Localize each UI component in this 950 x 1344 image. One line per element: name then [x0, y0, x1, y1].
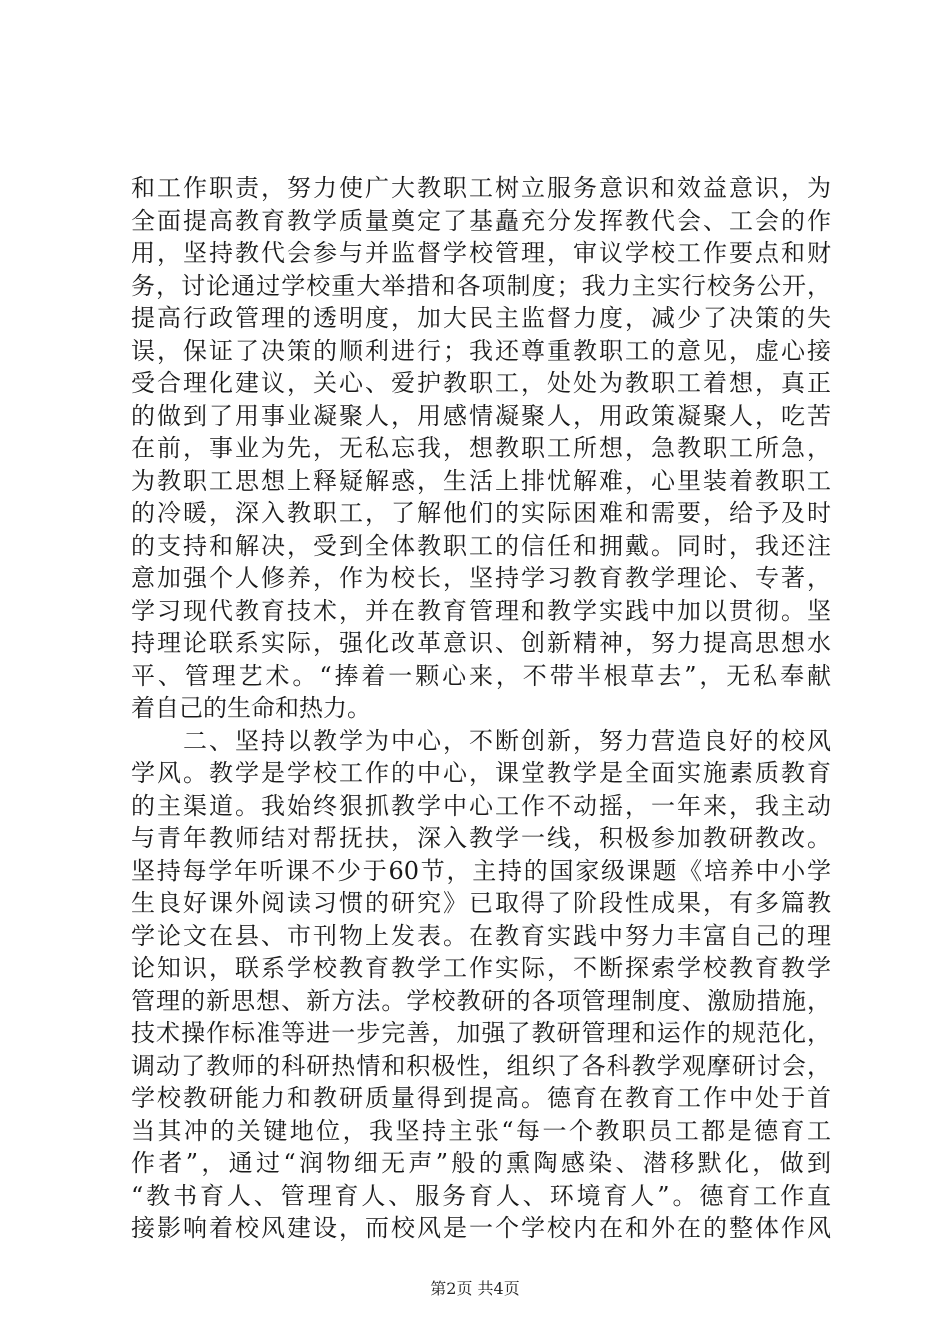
- text-line: “教书育人、管理育人、服务育人、环境育人”。德育工作直: [131, 1181, 831, 1210]
- text-line: 当其冲的关键地位，我坚持主张“每一个教职员工都是德育工: [131, 1116, 831, 1145]
- text-line: 为教职工思想上释疑解惑，生活上排忧解难，心里装着教职工: [131, 466, 831, 495]
- page-number-footer: 第2页 共4页: [430, 1279, 520, 1298]
- body-text: [131, 172, 831, 1245]
- text-line: 在前，事业为先，无私忘我，想教职工所想，急教职工所急，: [131, 434, 831, 462]
- text-line: 全面提高教育教学质量奠定了基矗充分发挥教代会、工会的作: [131, 206, 831, 235]
- text-line: 着自己的生命和热力。: [131, 694, 371, 722]
- text-line: 学校教研能力和教研质量得到提高。德育在教育工作中处于首: [131, 1084, 831, 1112]
- text-line: 和工作职责，努力使广大教职工树立服务意识和效益意识，为: [131, 174, 831, 202]
- text-line: 接影响着校风建设，而校风是一个学校内在和外在的整体作风: [131, 1214, 831, 1242]
- text-line: 务，讨论通过学校重大举措和各项制度；我力主实行校务公开，: [131, 271, 831, 300]
- text-line: 的冷暖，深入教职工，了解他们的实际困难和需要，给予及时: [131, 499, 831, 527]
- text-line: 生良好课外阅读习惯的研究》已取得了阶段性成果，有多篇教: [131, 889, 831, 917]
- text-line: 学习现代教育技术，并在教育管理和教学实践中加以贯彻。坚: [131, 596, 831, 625]
- text-line: 技术操作标准等进一步完善，加强了教研管理和运作的规范化，: [131, 1019, 831, 1047]
- text-line: 与青年教师结对帮抚扶，深入教学一线，积极参加教研教改。: [131, 824, 831, 852]
- text-line: 的做到了用事业凝聚人，用感情凝聚人，用政策凝聚人，吃苦: [131, 401, 831, 430]
- text-line: 坚持每学年听课不少于60节，主持的国家级课题《培养中小学: [131, 856, 831, 885]
- text-line: 受合理化建议，关心、爱护教职工，处处为教职工着想，真正: [131, 369, 831, 397]
- text-line: 学风。教学是学校工作的中心，课堂教学是全面实施素质教育: [131, 759, 831, 787]
- text-line: 的主渠道。我始终狠抓教学中心工作不动摇，一年来，我主动: [131, 791, 831, 820]
- text-line: 平、管理艺术。“捧着一颗心来，不带半根草去”，无私奉献: [131, 661, 831, 690]
- text-line: 持理论联系实际，强化改革意识、创新精神，努力提高思想水: [131, 629, 831, 657]
- text-line: 意加强个人修养，作为校长，坚持学习教育教学理论、专著，: [131, 564, 831, 592]
- text-line: 提高行政管理的透明度，加大民主监督力度，减少了决策的失: [131, 304, 831, 332]
- text-line: 作者”，通过“润物细无声”般的熏陶感染、潜移默化，做到: [131, 1149, 831, 1177]
- text-line: 学论文在县、市刊物上发表。在教育实践中努力丰富自己的理: [131, 921, 831, 950]
- text-line: 管理的新思想、新方法。学校教研的各项管理制度、激励措施，: [131, 986, 831, 1015]
- text-line: 的支持和解决，受到全体教职工的信任和拥戴。同时，我还注: [131, 531, 831, 560]
- text-line: 调动了教师的科研热情和积极性，组织了各科教学观摩研讨会，: [131, 1051, 831, 1080]
- text-line: 误，保证了决策的顺利进行；我还尊重教职工的意见，虚心接: [131, 336, 831, 365]
- text-line: 用，坚持教代会参与并监督学校管理，审议学校工作要点和财: [131, 239, 831, 267]
- text-line: 二、坚持以教学为中心，不断创新，努力营造良好的校风: [131, 726, 831, 755]
- text-line: 论知识，联系学校教育教学工作实际，不断探索学校教育教学: [131, 954, 831, 982]
